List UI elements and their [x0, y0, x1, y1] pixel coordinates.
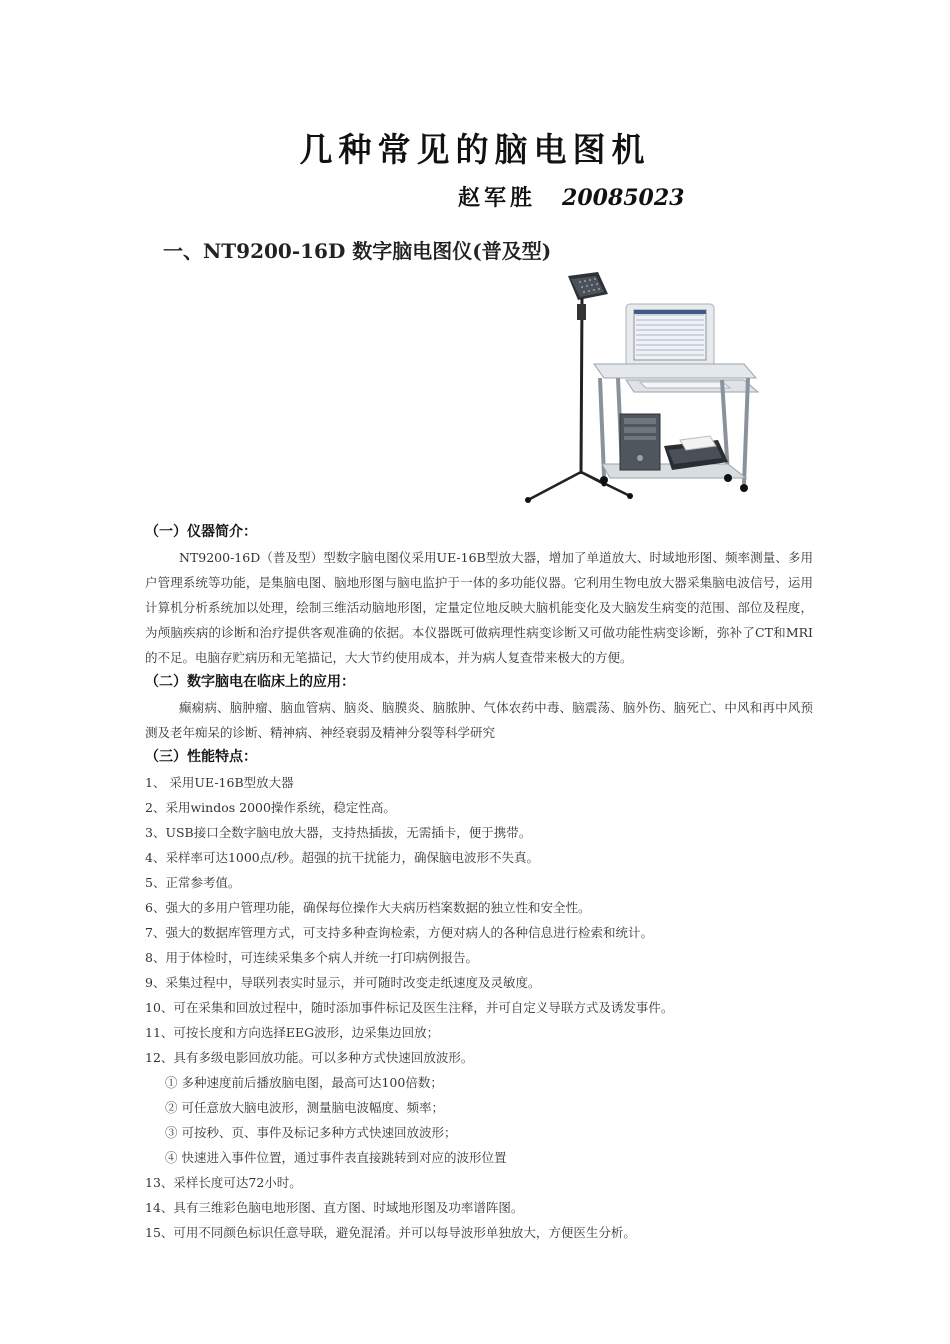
- feature-item: 14、具有三维彩色脑电地形图、直方图、时域地形图及功率谱阵图。: [145, 1200, 524, 1215]
- feature-item: 7、强大的数据库管理方式，可支持多种查询检索，方便对病人的各种信息进行检索和统计。: [145, 925, 653, 940]
- feature-subitem: ④ 快速进入事件位置，通过事件表直接跳转到对应的波形位置: [165, 1150, 507, 1165]
- electrode-box: [568, 272, 608, 300]
- pole-clamp: [577, 304, 586, 320]
- cart-shelf: [594, 364, 756, 378]
- feature-item: 8、用于体检时，可连续采集多个病人并统一打印病例报告。: [145, 950, 478, 965]
- feature-item: 1、 采用UE-16B型放大器: [145, 775, 294, 790]
- feature-item: 2、采用windos 2000操作系统，稳定性高。: [145, 800, 396, 815]
- section-heading-features: （三）性能特点：: [145, 749, 257, 765]
- feature-item: 4、采样率可达1000点/秒。超强的抗干扰能力，确保脑电波形不失真。: [145, 850, 539, 865]
- feature-subitem: ① 多种速度前后播放脑电图，最高可达100倍数；: [165, 1075, 443, 1090]
- feature-item: 12、具有多级电影回放功能。可以多种方式快速回放波形。: [145, 1050, 474, 1065]
- feature-subitem: ③ 可按秒、页、事件及标记多种方式快速回放波形；: [165, 1125, 457, 1140]
- document-title: 几种常见的脑电图机: [299, 130, 651, 169]
- feature-subitem: ② 可任意放大脑电波形，测量脑电波幅度、频率；: [165, 1100, 444, 1115]
- section-heading-intro: （一）仪器简介：: [145, 524, 257, 540]
- feature-item: 15、可用不同颜色标识任意导联，避免混淆。并可以每导波形单独放大，方便医生分析。: [145, 1225, 636, 1240]
- clinical-paragraph: 癫痫病、脑肿瘤、脑血管病、脑炎、脑膜炎、脑脓肿、气体农药中毒、脑震荡、脑外伤、脑死亡、中风和再中风预测及老年痴呆的诊断、精神病、神经衰弱及精神分裂等科学研究: [145, 700, 813, 740]
- feature-item: 10、可在采集和回放过程中，随时添加事件标记及医生注释，并可自定义导联方式及诱发事件。: [145, 1000, 674, 1015]
- student-id: 20085023: [562, 185, 685, 211]
- feature-item: 9、采集过程中，导联列表实时显示，并可随时改变走纸速度及灵敏度。: [145, 975, 541, 990]
- section-heading-1: 一、NT9200-16D 数字脑电图仪(普及型): [163, 239, 552, 263]
- section-heading-clinical: （二）数字脑电在临床上的应用：: [145, 674, 355, 690]
- feature-item: 13、采样长度可达72小时。: [145, 1175, 302, 1190]
- feature-item: 6、强大的多用户管理功能，确保每位操作大夫病历档案数据的独立性和安全性。: [145, 900, 591, 915]
- computer-tower: [620, 414, 660, 470]
- feature-item: 11、可按长度和方向选择EEG波形，边采集边回放；: [145, 1025, 440, 1040]
- feature-item: 3、USB接口全数字脑电放大器，支持热插拔，无需插卡，便于携带。: [145, 825, 532, 840]
- feature-item: 5、正常参考值。: [145, 875, 241, 890]
- intro-paragraph: NT9200-16D（普及型）型数字脑电图仪采用UE-16B型放大器，增加了单道放大、时域地形图、频率测量、多用户管理系统等功能，是集脑电图、脑地形图与脑电监护于一体的多功能仪器。它利用生物电放大器采集脑电波信号，运用计算机分析系统加以处理，绘制三维活动脑地形图，定量定位地反映大脑机能变化及大脑发生病变的范围、部位及程度，为颅脑疾病的诊断和治疗提供客观准确的依据。本仪器既可做病理性病变诊断又可做功能性病变诊断，弥补了CT和MRI的不足。电脑存贮病历和无笔描记，大大节约使用成本，并为病人复查带来极大的方便。: [145, 550, 813, 665]
- document-body: [145, 520, 813, 1245]
- eeg-machine-photo: [522, 268, 762, 510]
- author-name: 赵军胜: [458, 185, 537, 211]
- author-line: [458, 181, 684, 212]
